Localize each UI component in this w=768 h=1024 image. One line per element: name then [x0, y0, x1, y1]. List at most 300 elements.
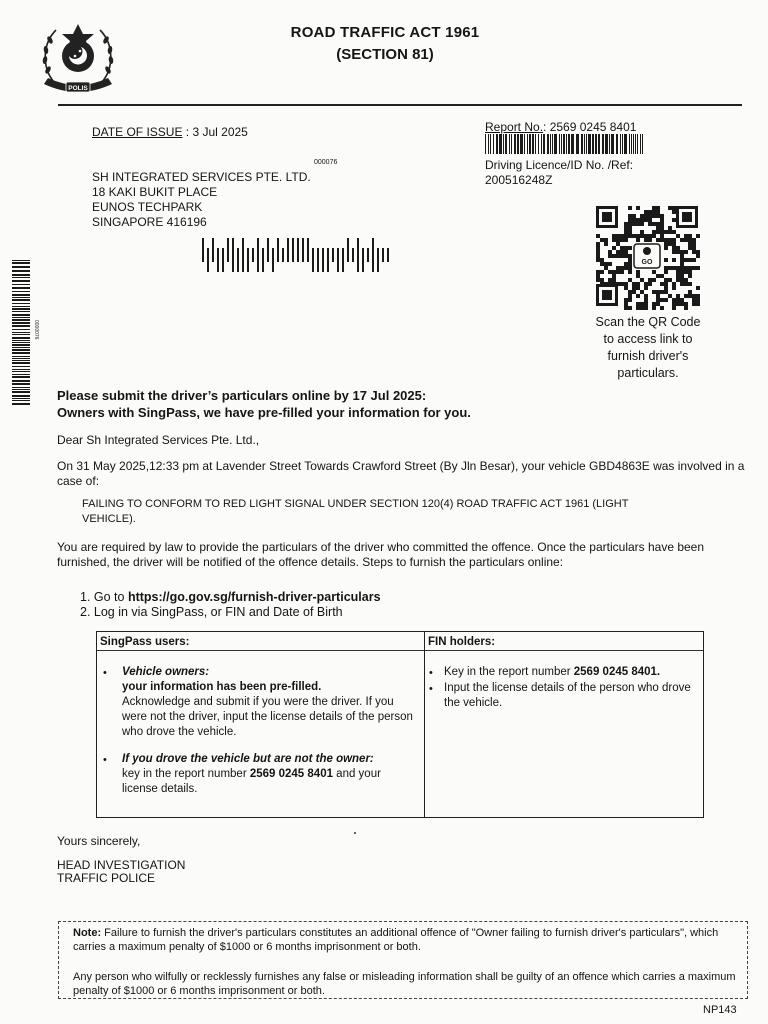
qr-module — [620, 246, 624, 250]
qr-module — [628, 234, 632, 238]
date-of-issue-label: DATE OF ISSUE — [92, 125, 183, 139]
qr-module — [676, 266, 680, 270]
qr-module — [672, 206, 676, 210]
qr-module — [688, 238, 692, 242]
barcode-bar — [12, 383, 30, 385]
barcode-bar — [12, 360, 30, 361]
barcode-bar — [12, 371, 30, 372]
postal-bar — [332, 248, 334, 262]
qr-module — [596, 254, 600, 258]
qr-code[interactable] — [594, 204, 700, 308]
qr-module — [636, 306, 640, 310]
qr-module — [664, 282, 668, 286]
qr-module — [656, 290, 660, 294]
requirement-paragraph: You are required by law to provide the particulars of the driver who committed the offence. Once the particulars have been furnished, the driver will be notified of the offence details. Steps to furnish the particulars online: — [57, 540, 705, 569]
qr-module — [656, 294, 660, 298]
instructions-table — [96, 631, 704, 818]
qr-module — [648, 234, 652, 238]
fin-item-1 — [444, 665, 702, 680]
qr-module — [692, 294, 696, 298]
qr-module — [600, 262, 604, 266]
qr-module — [596, 274, 600, 278]
side-barcode — [12, 260, 38, 408]
barcode-bar — [12, 303, 30, 304]
postal-bar — [227, 238, 229, 262]
qr-module — [628, 258, 632, 262]
barcode-bar — [509, 134, 510, 154]
barcode-bar — [543, 134, 545, 154]
barcode-bar — [642, 134, 643, 154]
incident-description: On 31 May 2025,12:33 pm at Lavender Street Towards Crawford Street (By Jln Besar), your vehicle GBD4863E was involved in a case of: — [57, 459, 745, 488]
postal-bar — [277, 238, 279, 262]
qr-module — [676, 250, 680, 254]
barcode-bar — [12, 387, 30, 388]
note-paragraph-1 — [73, 926, 733, 954]
qr-module — [672, 250, 676, 254]
qr-module — [672, 266, 676, 270]
qr-module — [628, 270, 632, 274]
qr-module — [692, 246, 696, 250]
qr-module — [624, 262, 628, 266]
qr-module — [692, 266, 696, 270]
report-number-inline: 2569 0245 8401 — [249, 768, 333, 780]
barcode-bar — [584, 134, 585, 154]
qr-module — [620, 282, 624, 286]
qr-module — [656, 210, 660, 214]
barcode-bar — [12, 325, 30, 327]
barcode-bar — [490, 134, 491, 154]
barcode-bar — [12, 340, 30, 341]
barcode-bar — [635, 134, 636, 154]
qr-module — [624, 254, 628, 258]
qr-caption-line: to access link to — [603, 332, 693, 346]
barcode-bar — [12, 311, 30, 312]
qr-module — [664, 278, 668, 282]
qr-module — [616, 270, 620, 274]
qr-module — [624, 298, 628, 302]
postal-bar — [222, 248, 224, 272]
postal-bar — [257, 238, 259, 272]
qr-module — [680, 282, 684, 286]
qr-module — [688, 282, 692, 286]
closing: Yours sincerely, — [57, 834, 141, 848]
qr-module — [680, 266, 684, 270]
barcode-bar — [499, 134, 502, 154]
singpass-prefill-heading: Owners with SingPass, we have pre-filled your information for you. — [57, 405, 471, 420]
non-owner-instructions — [122, 767, 417, 797]
non-owner-text: key in the report number — [122, 768, 250, 780]
postal-bar — [357, 238, 359, 272]
non-owner-text-end: and your license details. — [122, 768, 381, 795]
non-owner-driver-item — [122, 752, 417, 797]
qr-module — [616, 254, 620, 258]
qr-module — [696, 294, 700, 298]
barcode-bar — [12, 352, 30, 354]
qr-module — [600, 258, 604, 262]
qr-module — [612, 274, 616, 278]
barcode-bar — [624, 134, 627, 154]
postal-bar — [292, 238, 294, 262]
qr-module — [696, 250, 700, 254]
fin-column — [425, 632, 703, 817]
qr-module — [652, 206, 656, 210]
barcode-bar — [581, 134, 583, 154]
postal-bar — [267, 238, 269, 262]
qr-module — [652, 222, 656, 226]
qr-module — [680, 238, 684, 242]
qr-module — [660, 218, 664, 222]
barcode-bar — [547, 134, 549, 154]
qr-module — [640, 218, 644, 222]
qr-module — [628, 290, 632, 294]
postal-bar — [367, 248, 369, 262]
qr-module — [624, 234, 628, 238]
qr-module — [660, 238, 664, 242]
qr-module — [636, 274, 640, 278]
qr-module — [672, 238, 676, 242]
report-number-label: Report No. — [485, 120, 544, 134]
qr-module — [644, 238, 648, 242]
qr-module — [672, 242, 676, 246]
barcode-bar — [538, 134, 539, 154]
qr-module — [664, 298, 668, 302]
qr-module — [684, 270, 688, 274]
qr-module — [628, 294, 632, 298]
qr-module — [680, 274, 684, 278]
postal-barcode — [202, 238, 392, 272]
furnish-particulars-link[interactable]: https://go.gov.sg/furnish-driver-particulars — [127, 590, 381, 604]
qr-module — [684, 282, 688, 286]
report-barcode — [485, 134, 645, 154]
qr-module — [688, 274, 692, 278]
vehicle-owner-item — [122, 665, 417, 740]
address-line: SH INTEGRATED SERVICES PTE. LTD. — [92, 170, 311, 184]
qr-module — [660, 306, 664, 310]
qr-module — [696, 234, 700, 238]
qr-module — [644, 210, 648, 214]
barcode-bar — [12, 287, 30, 289]
qr-module — [640, 234, 644, 238]
qr-module — [640, 278, 644, 282]
salutation: Dear Sh Integrated Services Pte. Ltd., — [57, 433, 260, 447]
qr-module — [604, 238, 608, 242]
barcode-bar — [12, 347, 30, 348]
barcode-bar — [12, 299, 30, 301]
qr-module — [696, 302, 700, 306]
qr-module — [644, 218, 648, 222]
qr-module — [612, 238, 616, 242]
qr-module — [684, 306, 688, 310]
qr-module — [620, 234, 624, 238]
qr-module — [644, 298, 648, 302]
qr-module — [632, 282, 636, 286]
qr-module — [600, 270, 604, 274]
barcode-bar — [629, 134, 630, 154]
qr-module — [692, 242, 696, 246]
barcode-bar — [12, 369, 30, 370]
qr-module — [656, 214, 660, 218]
qr-caption — [578, 314, 718, 382]
barcode-bar — [568, 134, 570, 154]
date-of-issue — [92, 125, 248, 140]
qr-module — [660, 282, 664, 286]
qr-module — [644, 294, 648, 298]
qr-module — [640, 302, 644, 306]
qr-module — [664, 238, 668, 242]
bullet: • — [103, 667, 107, 679]
qr-module — [644, 214, 648, 218]
qr-module — [680, 302, 684, 306]
qr-caption-line: furnish driver's — [607, 349, 689, 363]
barcode-bar — [554, 134, 557, 154]
qr-module — [652, 214, 656, 218]
qr-module — [624, 306, 628, 310]
barcode-bar — [616, 134, 618, 154]
qr-module — [680, 250, 684, 254]
qr-module — [664, 266, 668, 270]
qr-module — [660, 214, 664, 218]
qr-module — [600, 238, 604, 242]
barcode-bar — [12, 266, 30, 268]
qr-module — [676, 246, 680, 250]
fin-header: FIN holders: — [428, 636, 496, 648]
qr-module — [668, 278, 672, 282]
qr-module — [628, 206, 632, 210]
document-section: (SECTION 81) — [336, 46, 434, 63]
barcode-bar — [563, 134, 565, 154]
barcode-bar — [520, 134, 523, 154]
qr-module — [656, 206, 660, 210]
qr-module — [608, 250, 612, 254]
barcode-bar — [592, 134, 594, 154]
qr-module — [660, 226, 664, 230]
qr-module — [692, 250, 696, 254]
qr-module — [696, 286, 700, 290]
step-1-text: 1. Go to — [80, 590, 128, 604]
report-number — [485, 120, 636, 135]
barcode-bar — [586, 134, 587, 154]
qr-module — [680, 262, 684, 266]
barcode-bar — [496, 134, 498, 154]
qr-module — [624, 226, 628, 230]
qr-module — [684, 250, 688, 254]
postal-bar — [302, 238, 304, 262]
barcode-bar — [12, 306, 30, 307]
postal-bar — [317, 248, 319, 272]
barcode-bar — [12, 374, 30, 375]
qr-module — [628, 254, 632, 258]
qr-module — [652, 278, 656, 282]
barcode-bar — [12, 344, 30, 346]
vehicle-owner-title: Vehicle owners: — [122, 666, 210, 678]
date-of-issue-value: : 3 Jul 2025 — [182, 125, 248, 139]
qr-module — [608, 278, 612, 282]
qr-module — [620, 250, 624, 254]
qr-module — [612, 254, 616, 258]
barcode-bar — [503, 134, 504, 154]
qr-module — [668, 206, 672, 210]
postal-bar — [337, 248, 339, 272]
barcode-bar — [640, 134, 641, 154]
qr-module — [676, 278, 680, 282]
qr-module — [692, 302, 696, 306]
qr-module — [624, 250, 628, 254]
qr-module — [652, 270, 656, 274]
qr-module — [636, 234, 640, 238]
postal-bar — [252, 248, 254, 262]
address-line: SINGAPORE 416196 — [92, 215, 207, 229]
qr-module — [644, 306, 648, 310]
report-number-inline: 2569 0245 8401. — [573, 666, 661, 678]
qr-module — [656, 298, 660, 302]
qr-module — [664, 270, 668, 274]
qr-module — [636, 294, 640, 298]
qr-module — [640, 222, 644, 226]
qr-module — [648, 210, 652, 214]
postal-bar — [387, 248, 389, 262]
qr-module — [676, 270, 680, 274]
postal-bar — [212, 238, 214, 262]
qr-caption-line: particulars. — [617, 366, 679, 380]
barcode-bar — [633, 134, 634, 154]
qr-module — [656, 226, 660, 230]
qr-module — [676, 298, 680, 302]
singpass-header: SingPass users: — [100, 636, 190, 648]
qr-module — [604, 262, 608, 266]
qr-module — [684, 238, 688, 242]
qr-module — [616, 238, 620, 242]
barcode-bar — [12, 403, 30, 405]
qr-module — [624, 286, 628, 290]
qr-module — [672, 282, 676, 286]
qr-module — [616, 234, 620, 238]
qr-module — [648, 222, 652, 226]
barcode-bar — [12, 294, 30, 296]
qr-module — [648, 278, 652, 282]
scan-speck — [354, 832, 356, 834]
barcode-bar — [529, 134, 531, 154]
barcode-bar — [535, 134, 536, 154]
qr-module — [652, 302, 656, 306]
qr-module — [616, 250, 620, 254]
postal-bar — [342, 248, 344, 272]
qr-module — [612, 246, 616, 250]
qr-module — [680, 270, 684, 274]
qr-module — [652, 290, 656, 294]
qr-module — [668, 226, 672, 230]
qr-module — [676, 302, 680, 306]
postal-bar — [262, 248, 264, 272]
postal-bar — [362, 248, 364, 272]
barcode-bar — [12, 398, 30, 399]
qr-module — [616, 242, 620, 246]
barcode-bar — [12, 262, 30, 264]
qr-module — [648, 238, 652, 242]
header-divider — [97, 650, 424, 651]
qr-module — [688, 266, 692, 270]
note-text: Failure to furnish the driver's particulars constitutes an additional offence of "Owner failing to furnish driver's particulars", which carries a maximum penalty of $1000 or 6 months imprisonment or both. — [73, 927, 719, 953]
qr-module — [696, 266, 700, 270]
barcode-bar — [561, 134, 562, 154]
qr-module — [688, 242, 692, 246]
qr-module — [696, 254, 700, 258]
qr-module — [632, 218, 636, 222]
header-divider — [425, 650, 703, 651]
qr-module — [624, 230, 628, 234]
qr-module — [640, 290, 644, 294]
qr-module — [636, 206, 640, 210]
barcode-bar — [12, 297, 30, 298]
qr-module — [632, 290, 636, 294]
barcode-bar — [12, 366, 30, 367]
postal-bar — [327, 248, 329, 272]
offence-description: FAILING TO CONFORM TO RED LIGHT SIGNAL UNDER SECTION 120(4) ROAD TRAFFIC ACT 1961 (LIGHT VEHICLE). — [82, 498, 629, 525]
non-owner-title: If you drove the vehicle but are not the owner: — [122, 753, 374, 765]
qr-module — [664, 246, 668, 250]
qr-module — [656, 222, 660, 226]
qr-module — [672, 230, 676, 234]
qr-module — [636, 282, 640, 286]
qr-module — [688, 246, 692, 250]
barcode-bar — [514, 134, 516, 154]
qr-module — [680, 258, 684, 262]
qr-module — [608, 262, 612, 266]
qr-module — [672, 246, 676, 250]
qr-module — [660, 222, 664, 226]
qr-module — [628, 266, 632, 270]
barcode-bar — [517, 134, 519, 154]
postal-bar — [247, 248, 249, 272]
qr-module — [684, 294, 688, 298]
qr-module — [664, 258, 668, 262]
address-line: 18 KAKI BUKIT PLACE — [92, 185, 218, 199]
barcode-bar — [12, 349, 30, 351]
postal-bar — [307, 238, 309, 262]
qr-module — [640, 230, 644, 234]
qr-module — [652, 234, 656, 238]
postal-bar — [242, 238, 244, 272]
bullet: • — [429, 683, 433, 695]
postal-bar — [312, 248, 314, 272]
qr-module — [656, 302, 660, 306]
barcode-bar — [12, 322, 30, 324]
qr-module — [692, 258, 696, 262]
submit-deadline-heading: Please submit the driver’s particulars online by 17 Jul 2025: — [57, 388, 427, 403]
signatory-line-1: HEAD INVESTIGATION — [57, 858, 186, 872]
qr-module — [636, 222, 640, 226]
barcode-bar — [12, 314, 30, 316]
barcode-bar — [605, 134, 608, 154]
qr-module — [648, 282, 652, 286]
qr-module — [660, 230, 664, 234]
qr-module — [628, 226, 632, 230]
barcode-bar — [12, 380, 30, 382]
qr-module — [668, 294, 672, 298]
qr-module — [668, 242, 672, 246]
qr-module — [604, 242, 608, 246]
qr-module — [636, 238, 640, 242]
barcode-bar — [598, 134, 600, 154]
qr-module — [664, 286, 668, 290]
qr-module — [684, 302, 688, 306]
qr-module — [636, 218, 640, 222]
qr-module — [620, 266, 624, 270]
qr-module — [672, 218, 676, 222]
qr-module — [696, 298, 700, 302]
barcode-bar — [12, 274, 30, 276]
qr-module — [636, 270, 640, 274]
qr-module — [660, 298, 664, 302]
